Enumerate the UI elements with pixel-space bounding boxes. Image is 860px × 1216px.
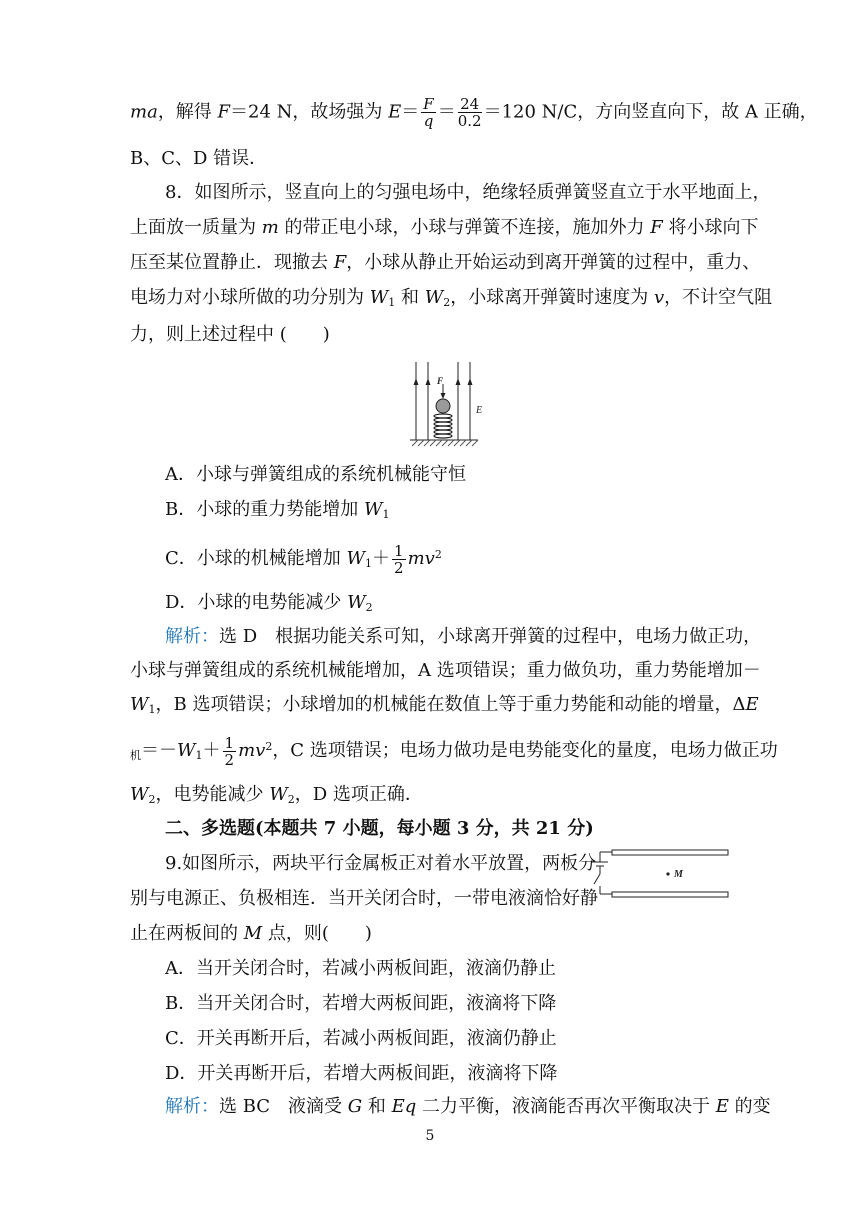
answer-label: 解析：	[165, 626, 219, 647]
q9-stem-line-1: 9.如图所示，两块平行金属板正对着水平放置，两板分	[165, 853, 597, 874]
q9-option-d: D．开关再断开后，若增大两板间距，液滴将下降	[165, 1063, 558, 1084]
q8-spring-figure	[404, 358, 496, 450]
q8-stem-line-1: 8．如图所示，竖直向上的匀强电场中，绝缘轻质弹簧竖直立于水平地面上，	[165, 182, 771, 203]
fraction-24-over-0.2: $\frac{24}{0.2}$	[457, 95, 482, 130]
charged-ball	[436, 399, 450, 413]
q8-stem-line-2: 上面放一质量为 m 的带正电小球，小球与弹簧不连接，施加外力 F 将小球向下	[130, 217, 759, 238]
section-heading: 二、多选题(本题共 7 小题，每小题 3 分，共 21 分)	[165, 818, 594, 839]
q8-answer-line-3: $W_1$，B 选项错误；小球增加的机械能在数值上等于重力势能和动能的增量，ΔE	[130, 694, 759, 716]
q9-stem-line-2: 别与电源正、负极相连．当开关闭合时，一带电液滴恰好静	[130, 888, 598, 909]
q8-stem-line-4: 电场力对小球所做的功分别为 $W_1$ 和 $W_2$，小球离开弹簧时速度为 v，不计空气阻	[130, 287, 773, 309]
q8-option-c: C．小球的机械能增加 $W_1+$ $\frac{1}{2}$ $mv^2$	[165, 541, 442, 577]
fraction-one-half: $\frac{1}{2}$	[394, 541, 404, 577]
force-label: F	[437, 376, 444, 386]
field-label: E	[476, 405, 483, 416]
fraction-F-over-q: $\frac{F}{q}$	[423, 95, 434, 130]
q9-stem-line-3: 止在两板间的 M 点，则( )	[130, 923, 372, 944]
q8-stem-line-3: 压至某位置静止．现撤去 F，小球从静止开始运动到离开弹簧的过程中，重力、	[130, 252, 761, 273]
q9-capacitor-figure	[588, 846, 732, 902]
q8-option-a: A．小球与弹簧组成的系统机械能守恒	[165, 464, 466, 485]
droplet-point	[666, 872, 669, 875]
fraction-one-half-answer: $\frac{1}{2}$	[224, 733, 235, 769]
q8-answer-line-1: 解析：选 D 根据功能关系可知，小球离开弹簧的过程中，电场力做正功，	[165, 626, 762, 647]
q8-answer-line-2: 小球与弹簧组成的系统机械能增加，A 选项错误；重力做负功，重力势能增加－	[130, 660, 761, 681]
q8-answer-line-4: $_机=-W_1+$ $\frac{1}{2}$ $mv^2$，C 选项错误；电场力做功是电势能变化的量度，电场力做正功	[130, 733, 778, 769]
q8-answer-line-5: $W_2$，电势能减少 $W_2$，D 选项正确．	[130, 784, 423, 806]
q7-tail-line-2: B、C、D 错误．	[130, 148, 268, 169]
point-M-label: M	[674, 869, 683, 880]
answer-label: 解析：	[165, 1096, 219, 1117]
q8-stem-line-5: 力，则上述过程中 ( )	[130, 324, 330, 345]
q8-option-b: B．小球的重力势能增加 $W_1$	[165, 499, 390, 521]
q9-answer-line-1: 解析：选 BC 液滴受 G 和 Eq 二力平衡，液滴能否再次平衡取决于 E 的变	[165, 1096, 771, 1117]
q8-option-d: D．小球的电势能减少 $W_2$	[165, 592, 373, 614]
page-number: 5	[425, 1128, 435, 1144]
spring	[434, 414, 452, 438]
q9-option-a: A．当开关闭合时，若减小两板间距，液滴仍静止	[165, 958, 556, 979]
q9-option-b: B．当开关闭合时，若增大两板间距，液滴将下降	[165, 993, 557, 1014]
q9-option-c: C．开关再断开后，若减小两板间距，液滴仍静止	[165, 1028, 557, 1049]
q7-tail-line-1: ma，解得 F＝24 N，故场强为 E＝ $\frac{F}{q}$ ＝ $\frac{24}{0.2}$ ＝120 N/C，方向竖直向下，故 A 正确，	[130, 95, 818, 130]
